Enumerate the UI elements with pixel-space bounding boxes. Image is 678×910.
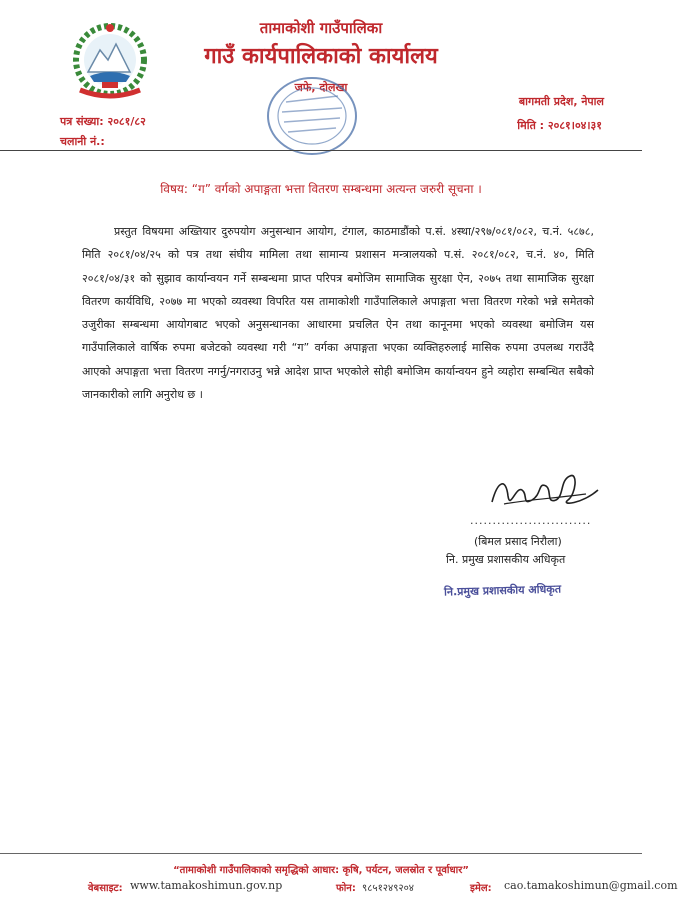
footer-motto: “तामाकोशी गाउँपालिकाको समृद्धिको आधार: कृषि, पर्यटन, जलस्रोत र पूर्वाधार” (173, 865, 469, 876)
signature-line: ........................... (470, 514, 592, 527)
footer-divider (0, 853, 642, 854)
signatory-name: (बिमल प्रसाद निरौला) (474, 535, 562, 548)
header-divider (0, 150, 642, 151)
signatory-designation: नि. प्रमुख प्रशासकीय अधिकृत (446, 553, 566, 566)
website-label: वेबसाइट: (88, 883, 123, 894)
office-name: तामाकोशी गाउँपालिका (259, 19, 383, 37)
signature-icon (486, 460, 606, 520)
office-stamp-icon (262, 72, 362, 162)
email-label: इमेल: (470, 883, 492, 894)
designation-stamp: नि.प्रमुख प्रशासकीय अधिकृत (443, 582, 562, 599)
letter-body: प्रस्तुत विषयमा अख्तियार दुरुपयोग अनुसन्धान आयोग, टंगाल, काठमाडौंको प.सं. ४स्था/२९७/०८१/०८२, च.नं. ५८७८, मिति २०८१/०४/२५ को पत्र तथा संघीय मामिला तथा सामान्य प्रशासन मन्त्रालयको प.सं. २०८१/०८२, च.नं. ४०, मिति २०८१/०४/३१ को सुझाव कार्यान्वयन गर्ने सम्बन्धमा प्राप्त परिपत्र बमोजिम सामाजिक सुरक्षा ऐन, २०७५ तथा सामाजिक सुरक्षा वितरण कार्यविधि, २०७७ मा भएको व्यवस्था विपरित यस तामाकोशी गाउँपालिकाले अपाङ्गता भत्ता वितरण गरेको भन्ने समेतको उजुरीका सम्बन्धमा आयोगबाट भएको अनुसन्धानका आधारमा प्रचलित ऐन तथा कानूनमा भएको व्यवस्था बमोजिम यस गाउँपालिकाले वार्षिक रुपमा बजेटको व्यवस्था गरी “ग” वर्गका अपाङ्गता भएका व्यक्तिहरुलाई मासिक रुपमा उपलब्ध गराउँदै आएको अपाङ्गता भत्ता वितरण नगर्नु/नगराउनु भन्ने आदेश प्राप्त भएकोले सोही बमोजिम कार्यान्वयन हुने व्यहोरा सम्बन्धित सबैको जानकारीको लागि अनुरोध छ । (82, 225, 594, 402)
office-title: गाउँ कार्यपालिकाको कार्यालय (204, 44, 438, 69)
phone-label: फोन: (336, 883, 356, 894)
website-link[interactable]: www.tamakoshimun.gov.np (130, 879, 283, 892)
reference-number: पत्र संख्या: २०८१/८२ (60, 115, 146, 128)
province-label: बागमती प्रदेश, नेपाल (518, 95, 604, 108)
email-link[interactable]: cao.tamakoshimun@gmail.com (504, 879, 678, 892)
dispatch-number: चलानी नं.: (60, 135, 105, 148)
letter-date: मिति : २०८१।०४।३१ (517, 119, 602, 132)
phone-number: ९८५१२४९२०४ (362, 883, 414, 894)
letter-subject: विषय: “ग” वर्गको अपाङ्गता भत्ता वितरण सम्बन्धमा अत्यन्त जरुरी सूचना । (160, 182, 482, 196)
office-location: जफे, दोलखा (294, 81, 348, 94)
